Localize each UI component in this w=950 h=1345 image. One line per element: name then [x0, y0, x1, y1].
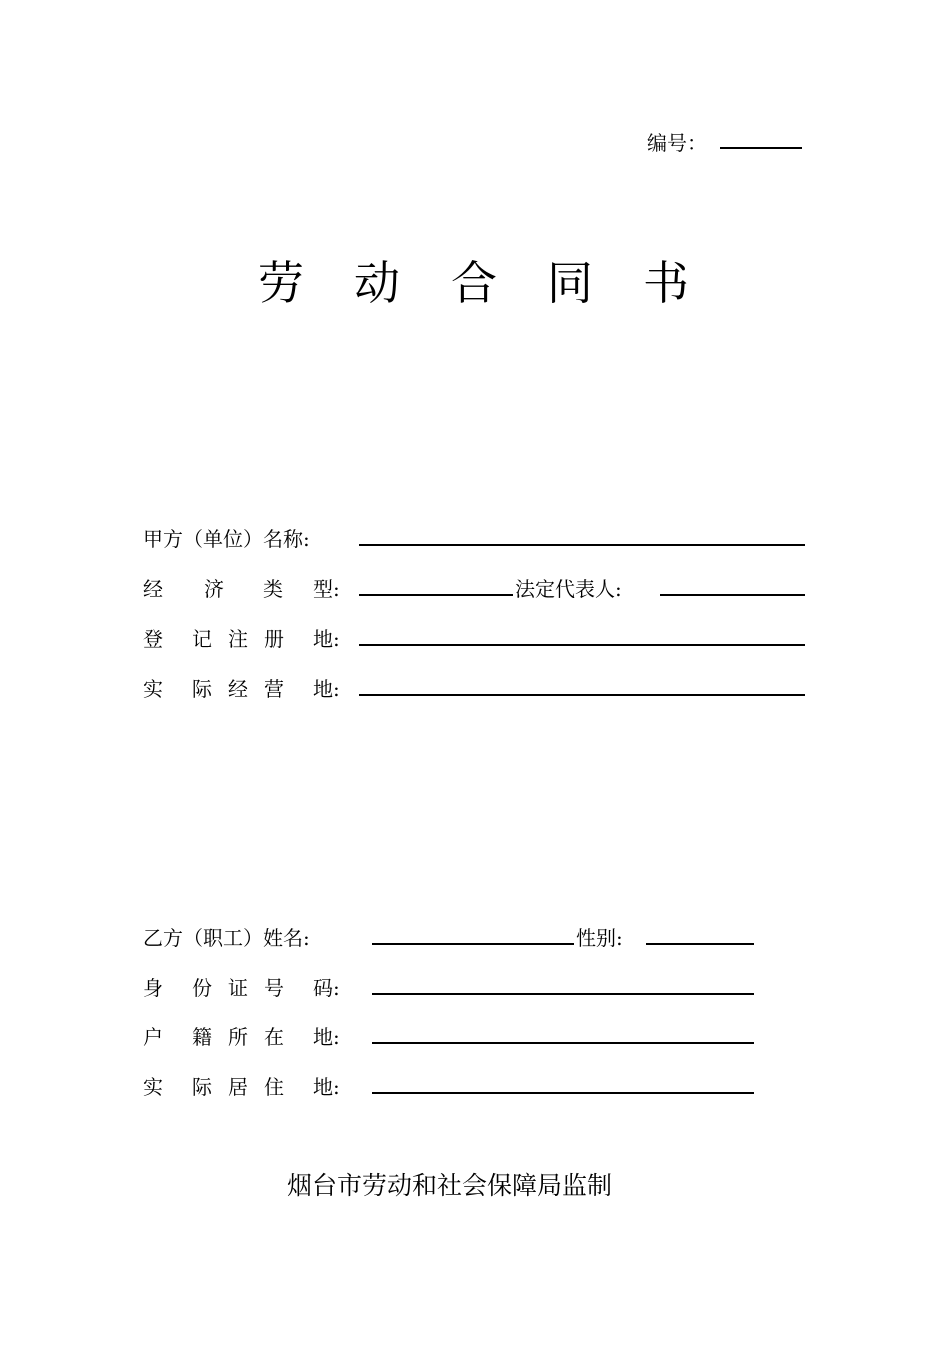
- legal-representative-field[interactable]: [660, 594, 805, 596]
- gender-label: 性别:: [576, 926, 623, 950]
- id-number-field[interactable]: [372, 993, 754, 995]
- party-a-name-label: 甲方（单位）名称:: [143, 527, 310, 551]
- economic-type-label: [143, 573, 353, 599]
- economic-type-field[interactable]: [359, 594, 513, 596]
- label-char: 经: [228, 677, 248, 701]
- document-title: [258, 247, 698, 310]
- label-char: 所: [228, 1025, 248, 1049]
- label-char: 身: [143, 976, 163, 1000]
- label-char: 籍: [192, 1025, 212, 1049]
- title-char: 动: [354, 256, 400, 310]
- label-char: 型:: [313, 577, 340, 601]
- residence-address-label: [143, 1071, 353, 1097]
- label-char: 营: [264, 677, 284, 701]
- title-char: 劳: [258, 256, 304, 310]
- supervisor-footer: 烟台市劳动和社会保障局监制: [287, 1171, 613, 1200]
- label-char: 实: [143, 1075, 163, 1099]
- label-char: 在: [264, 1025, 284, 1049]
- label-char: 码:: [313, 976, 340, 1000]
- label-char: 地:: [313, 627, 340, 651]
- business-address-label: [143, 673, 353, 699]
- title-char: 合: [451, 256, 497, 310]
- label-char: 实: [143, 677, 163, 701]
- label-char: 号: [264, 976, 284, 1000]
- party-a-name-field[interactable]: [359, 544, 805, 546]
- serial-number-field[interactable]: [720, 147, 802, 149]
- label-char: 地:: [313, 1075, 340, 1099]
- household-registration-field[interactable]: [372, 1042, 754, 1044]
- business-address-field[interactable]: [359, 694, 805, 696]
- party-b-name-label: 乙方（职工）姓名:: [143, 926, 310, 950]
- legal-representative-label: 法定代表人:: [515, 577, 622, 601]
- registered-address-field[interactable]: [359, 644, 805, 646]
- registered-address-label: [143, 623, 353, 649]
- label-char: 证: [228, 976, 248, 1000]
- label-char: 注: [228, 627, 248, 651]
- label-char: 登: [143, 627, 163, 651]
- label-char: 类: [263, 577, 283, 601]
- label-char: 地:: [313, 677, 340, 701]
- title-char: 书: [643, 256, 689, 310]
- label-char: 经: [143, 577, 163, 601]
- residence-address-field[interactable]: [372, 1092, 754, 1094]
- id-number-label: [143, 972, 353, 998]
- party-b-name-field[interactable]: [372, 943, 574, 945]
- gender-field[interactable]: [646, 943, 754, 945]
- label-char: 地:: [313, 1025, 340, 1049]
- label-char: 册: [264, 627, 284, 651]
- label-char: 记: [192, 627, 212, 651]
- label-char: 际: [192, 677, 212, 701]
- label-char: 户: [143, 1025, 163, 1049]
- label-char: 住: [264, 1075, 284, 1099]
- label-char: 居: [228, 1075, 248, 1099]
- serial-number-label: 编号：: [647, 131, 707, 155]
- label-char: 际: [192, 1075, 212, 1099]
- title-char: 同: [547, 256, 593, 310]
- label-char: 济: [204, 577, 224, 601]
- household-registration-label: [143, 1021, 353, 1047]
- label-char: 份: [192, 976, 212, 1000]
